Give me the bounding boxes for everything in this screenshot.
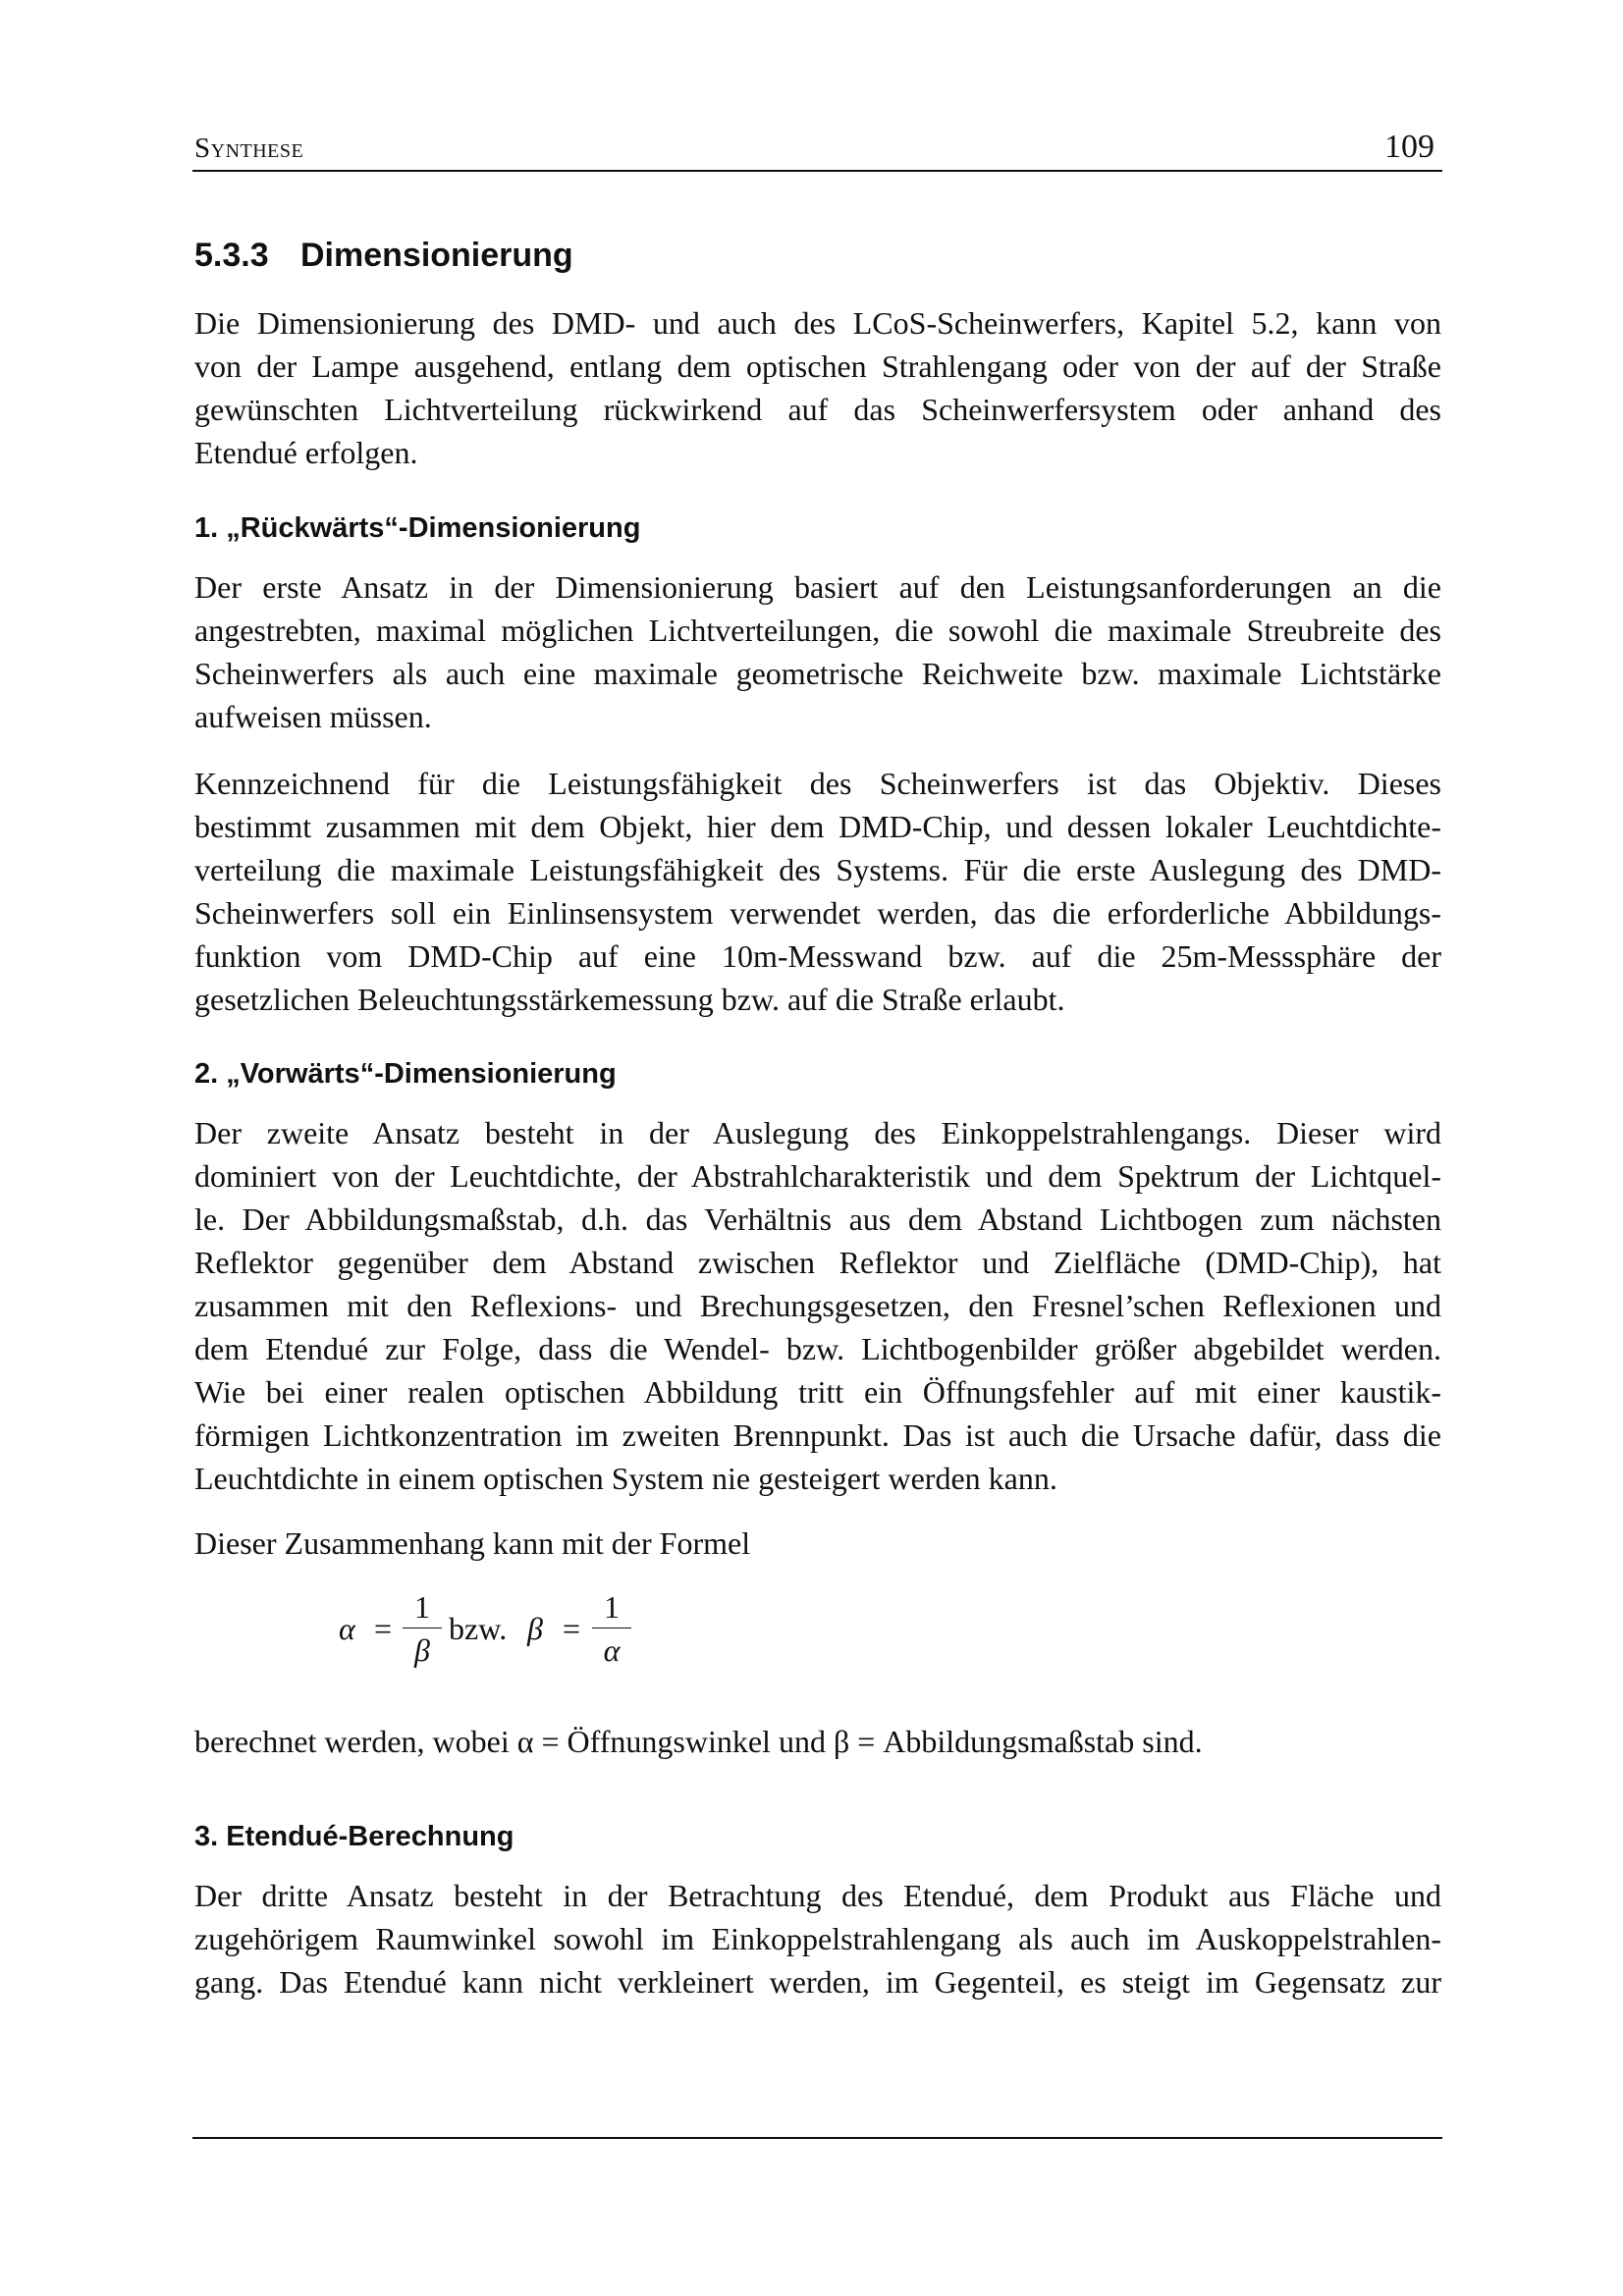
intro-paragraph (194, 301, 1441, 474)
text-line: Kennzeichnend für die Leistungsfähigkeit des Scheinwerfers ist das Objektiv. Dieses (194, 766, 1441, 801)
text-line: Etendué erfolgen. (194, 435, 418, 470)
fraction-numerator: 1 (604, 1589, 620, 1625)
text-line: zusammen mit den Reflexions- und Brechungsgesetzen, den Fresnel’schen Reflexionen und (194, 1288, 1441, 1323)
text-line: angestrebten, maximal möglichen Lichtverteilungen, die sowohl die maximale Streubreite des (194, 613, 1441, 648)
formula-equals: = (374, 1611, 393, 1646)
text-line: Der dritte Ansatz besteht in der Betrachtung des Etendué, dem Produkt aus Fläche und (194, 1878, 1441, 1913)
subsection-2-paragraph-1 (194, 1111, 1441, 1500)
text-line: Der erste Ansatz in der Dimensionierung basiert auf den Leistungsanforderungen an die (194, 569, 1441, 605)
text-line: le. Der Abbildungsmaßstab, d.h. das Verhältnis aus dem Abstand Lichtbogen zum nächsten (194, 1201, 1441, 1237)
subsection-heading-3: 3. Etendué-Berechnung (194, 1821, 514, 1852)
text-line: funktion vom DMD-Chip auf eine 10m-Messwand bzw. auf die 25m-Messsphäre der (194, 938, 1441, 974)
header-page-number: 109 (1384, 129, 1434, 165)
text-line: Reflektor gegenüber dem Abstand zwischen Reflektor und Zielfläche (DMD-Chip), hat (194, 1245, 1441, 1280)
text-line: gang. Das Etendué kann nicht verkleinert werden, im Gegenteil, es steigt im Gegensatz zur (194, 1964, 1441, 2000)
fraction-denominator: α (603, 1632, 621, 1668)
formula-fraction-2 (592, 1586, 631, 1670)
fraction-numerator: 1 (414, 1589, 430, 1625)
text-line: gewünschten Lichtverteilung rückwirkend auf das Scheinwerfersystem oder anhand des (194, 392, 1441, 427)
section-heading (194, 237, 573, 275)
running-header (192, 131, 1442, 172)
text-line: Die Dimensionierung des DMD- und auch des LCoS-Scheinwerfers, Kapitel 5.2, kann von (194, 305, 1441, 341)
subsection-2-paragraph-2 (194, 1522, 1441, 1565)
text-line: förmigen Lichtkonzentration im zweiten Brennpunkt. Das ist auch die Ursache dafür, dass die (194, 1417, 1441, 1453)
text-line: verteilung die maximale Leistungsfähigkeit des Systems. Für die erste Auslegung des DMD- (194, 852, 1441, 887)
fraction-denominator: β (414, 1632, 430, 1668)
text-line: bestimmt zusammen mit dem Objekt, hier dem DMD-Chip, und dessen lokaler Leuchtdichte- (194, 809, 1441, 844)
subsection-1-paragraph-1 (194, 565, 1441, 738)
text-line: Scheinwerfers soll ein Einlinsensystem verwendet werden, das die erforderliche Abbildungs- (194, 895, 1441, 931)
subsection-1-paragraph-2 (194, 762, 1441, 1021)
subsection-heading-2: 2. „Vorwärts“-Dimensionierung (194, 1058, 617, 1090)
text-line: Wie bei einer realen optischen Abbildung tritt ein Öffnungsfehler auf mit einer kaustik- (194, 1374, 1441, 1410)
formula-fraction-1 (403, 1586, 442, 1670)
formula-lhs-alpha: α (339, 1611, 355, 1646)
text-line: Leuchtdichte in einem optischen System nie gesteigert werden kann. (194, 1461, 1057, 1496)
text-line: dem Etendué zur Folge, dass die Wendel- bzw. Lichtbogenbilder größer abgebildet werden. (194, 1331, 1441, 1366)
section-title: Dimensionierung (300, 237, 573, 274)
text-line: dominiert von der Leuchtdichte, der Abstrahlcharakteristik und dem Spektrum der Lichtquel- (194, 1158, 1441, 1194)
footer-rule (192, 2137, 1442, 2139)
formula-explanation (194, 1720, 1441, 1763)
text-line: von der Lampe ausgehend, entlang dem optischen Strahlengang oder von der auf der Straße (194, 348, 1441, 384)
section-number: 5.3.3 (194, 237, 269, 274)
text-line: Dieser Zusammenhang kann mit der Formel (194, 1525, 751, 1561)
formula-connector: bzw. (449, 1611, 508, 1646)
text-line: Scheinwerfers als auch eine maximale geometrische Reichweite bzw. maximale Lichtstärke (194, 656, 1441, 691)
text-line: berechnet werden, wobei α = Öffnungswinkel und β = Abbildungsmaßstab sind. (194, 1724, 1203, 1759)
text-line: aufweisen müssen. (194, 699, 432, 734)
subsection-3-paragraph-1 (194, 1874, 1441, 2003)
formula-equals: = (563, 1611, 581, 1646)
text-line: gesetzlichen Beleuchtungsstärkemessung bzw. auf die Straße erlaubt. (194, 982, 1065, 1017)
text-line: zugehörigem Raumwinkel sowohl im Einkoppelstrahlengang als auch im Auskoppelstrahlen- (194, 1921, 1441, 1956)
text-line: Der zweite Ansatz besteht in der Auslegung des Einkoppelstrahlengangs. Dieser wird (194, 1115, 1441, 1150)
subsection-heading-1: 1. „Rückwärts“-Dimensionierung (194, 512, 641, 544)
formula-lhs-beta: β (527, 1611, 543, 1646)
header-section-title: Synthese (194, 133, 304, 164)
